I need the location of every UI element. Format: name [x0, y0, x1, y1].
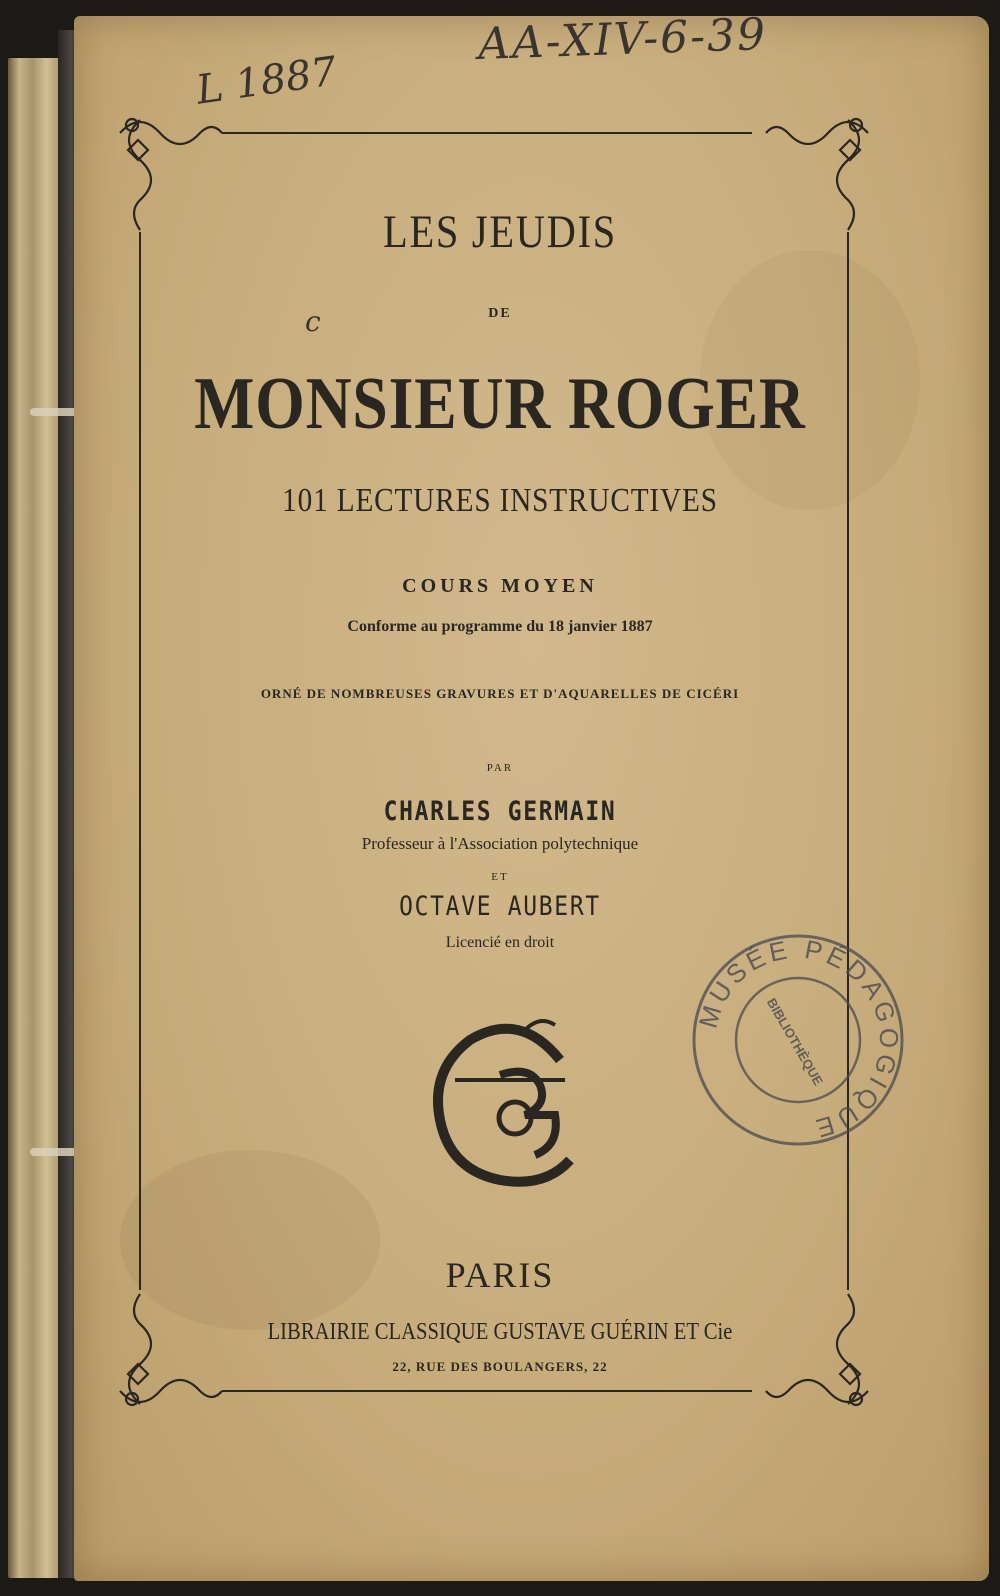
main-title: MONSIEUR ROGER	[194, 363, 806, 445]
publisher-name: LIBRAIRIE CLASSIQUE GUSTAVE GUÉRIN ET Cie	[267, 1319, 733, 1345]
library-stamp	[688, 930, 908, 1150]
author-2-name: OCTAVE AUBERT	[399, 891, 601, 922]
stamp-ring-text: MUSÉE PÉDAGOGIQUE	[692, 933, 905, 1145]
conformity-note: Conforme au programme du 18 janvier 1887	[347, 618, 653, 635]
handwritten-mark: c	[305, 305, 321, 338]
handwritten-shelfmark: AA-XIV-6-39	[477, 8, 768, 71]
publication-city: PARIS	[445, 1255, 555, 1295]
course-level: COURS MOYEN	[402, 575, 598, 597]
publisher-monogram-icon	[438, 1021, 570, 1182]
handwritten-number: L 1887	[193, 48, 340, 114]
illustrations-note: ORNÉ DE NOMBREUSES GRAVURES ET D'AQUARELLES DE CICÉRI	[260, 686, 740, 701]
publisher-address: 22, RUE DES BOULANGERS, 22	[392, 1359, 608, 1374]
corner-ornament-icon	[766, 1294, 868, 1405]
and-label: ET	[491, 871, 509, 883]
by-label: PAR	[486, 762, 514, 774]
title-connector: DE	[488, 306, 512, 321]
stamp-center-text: BIBLIOTHÈQUE	[763, 995, 827, 1089]
author-1-name: CHARLES GERMAIN	[383, 796, 617, 827]
author-1-role: Professeur à l'Association polytechnique	[361, 834, 639, 853]
title-line-1: LES JEUDIS	[383, 206, 617, 258]
subtitle: 101 LECTURES INSTRUCTIVES	[282, 482, 718, 519]
author-2-role: Licencié en droit	[445, 934, 555, 951]
corner-ornament-icon	[120, 1294, 222, 1405]
